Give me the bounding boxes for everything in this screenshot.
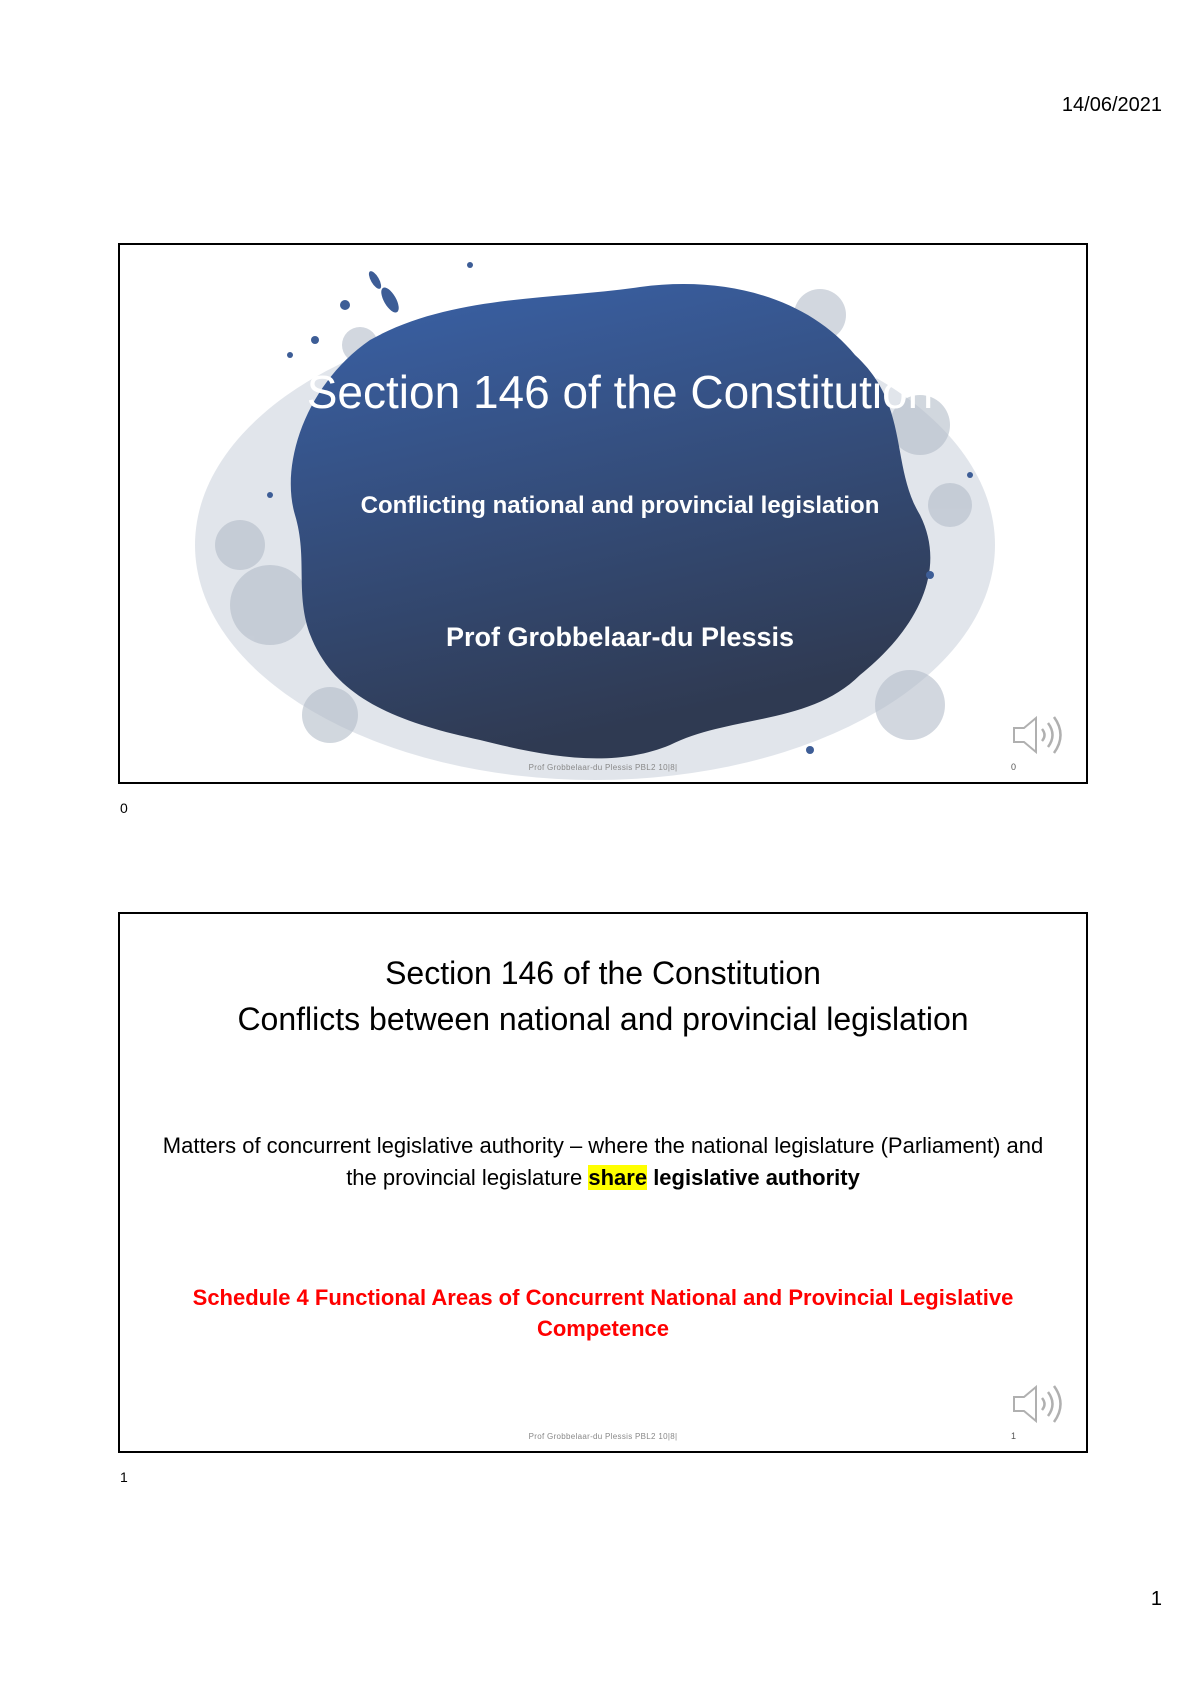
slide-heading	[120, 950, 1086, 1042]
slide-body	[160, 1130, 1046, 1194]
slide-footer: Prof Grobbelaar-du Plessis PBL2 10|8|	[528, 1432, 678, 1441]
slide-index-label: 1	[120, 1469, 128, 1485]
speaker-icon[interactable]	[1010, 1382, 1066, 1426]
slide-number: 1	[1010, 1431, 1016, 1441]
slide-subtitle: Conflicting national and provincial legislation	[360, 492, 880, 519]
slide-author: Prof Grobbelaar-du Plessis	[445, 622, 795, 652]
document-date: 14/06/2021	[1061, 94, 1162, 116]
slide-heading-line1: Section 146 of the Constitution	[385, 955, 821, 991]
body-text: Matters of concurrent legislative authority – where the national legislature (Parliament) and the provincial legislature	[162, 1133, 1044, 1190]
slide-title	[118, 243, 1088, 784]
slide-content	[118, 912, 1088, 1453]
slide-number: 0	[1010, 762, 1016, 772]
slide-index-label: 0	[120, 800, 128, 816]
schedule-note: Schedule 4 Functional Areas of Concurrent National and Provincial Legislative Competence	[192, 1285, 1014, 1341]
speaker-icon[interactable]	[1010, 713, 1066, 757]
slide-footer: Prof Grobbelaar-du Plessis PBL2 10|8|	[528, 763, 678, 772]
page-number: 1	[1150, 1588, 1162, 1610]
slide-heading-line2: Conflicts between national and provincial legislation	[237, 1001, 969, 1037]
highlighted-word: share	[588, 1165, 648, 1190]
slide-title-text: Section 146 of the Constitution	[306, 366, 934, 418]
bold-phrase: legislative authority	[653, 1165, 860, 1190]
